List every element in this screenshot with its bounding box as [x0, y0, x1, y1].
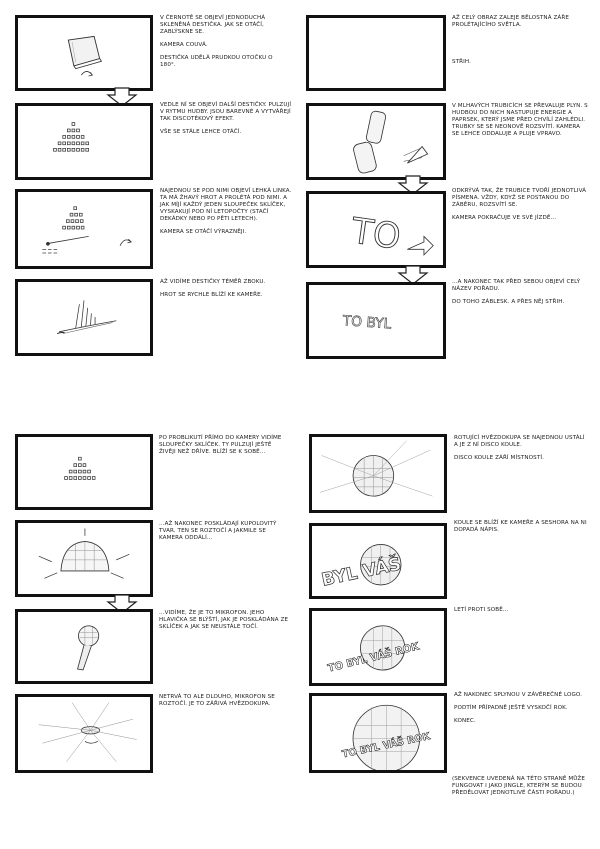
falling-title-text: BYL VÁŠ: [319, 554, 404, 591]
storyboard-frame-10: [15, 520, 153, 597]
star-cluster-sketch: [18, 697, 150, 770]
final-logo-text: TO BYL VÁŠ ROK: [341, 731, 432, 761]
frame-12-line-1: NETRVÁ TO ALE DLOUHO, MIKROFON SE ROZTOČÍ. JE TO ZÁŘIVÁ HVĚZDOKUPA.: [159, 694, 275, 708]
title-flying-sketch: [312, 611, 444, 683]
frame-15-line-1: LETÍ PROTI SOBĚ...: [454, 607, 509, 613]
frame-1-description: [160, 15, 290, 76]
frame-16-line-1: AŽ NAKONEC SPLYNOU V ZÁVĚREČNÉ LOGO.: [454, 692, 583, 698]
storyboard-frame-6: [306, 103, 446, 180]
storyboard-frame-5: [306, 15, 446, 91]
storyboard-frame-7: [306, 191, 446, 268]
frame-16-line-3: KONEC.: [454, 718, 476, 725]
storyboard-frame-8: [306, 282, 446, 359]
frame-11-line-1: ...VIDÍME, ŽE JE TO MIKROFON. JEHO HLAVIČKA SE BLÝŠTÍ, JAK JE POSKLÁDÁNA ZE SKLÍČEK A JAK SE NEUSTÁLE TOČÍ.: [159, 610, 289, 631]
neon-tubes-sketch: [309, 106, 443, 177]
frame-6-line-1: V MLHAVÝCH TRUBICÍCH SE PŘEVALUJE PLYN. S HUDBOU DO NICH NASTUPUJE ENERGIE A PAPRSEK, KTERÝ JSME PŘED CHVÍLÍ ZAHLÉDLI. TRUBKY SE SE NEONOVĚ ROZSVÍTÍ. KAMERA SE LEHCE ODDALUJE A PLUJE VPRAVO.: [452, 103, 588, 138]
flying-title-text: TO BYL VÁŠ ROK: [326, 641, 421, 675]
storyboard-frame-4: [15, 279, 153, 356]
frame-8-line-2: DO TOHO ZÁBLESK. A PŘES NĚJ STŘIH.: [452, 299, 565, 306]
plate-columns-sketch: [18, 437, 150, 507]
storyboard-frame-16: [309, 693, 447, 773]
frame-10-description: [159, 521, 289, 548]
storyboard-frame-13: [309, 434, 447, 513]
pulsing-plates-sketch: [18, 106, 150, 177]
final-logo-sketch: [312, 696, 444, 770]
frame-14-description: [454, 520, 590, 540]
side-view-plates-sketch: [18, 282, 150, 353]
neon-title-sketch: [309, 285, 443, 356]
storyboard-frame-15: [309, 608, 447, 686]
glass-plate-sketch: [18, 18, 150, 88]
frame-4-description: [160, 279, 292, 305]
frame-1-line-1: V ČERNOTĚ SE OBJEVÍ JEDNODUCHÁ SKLENĚNÁ DESTIČKA. JAK SE OTÁČÍ, ZABLÝSKNE SE.: [160, 15, 266, 36]
storyboard-frame-9: [15, 434, 153, 510]
frame-15-description: [454, 607, 590, 620]
frame-4-line-2: HROT SE RYCHLE BLÍŽÍ KE KAMEŘE.: [160, 292, 263, 299]
frame-7-line-1: ODKRÝVÁ TAK, ŽE TRUBICE TVOŘÍ JEDNOTLIVÁ PÍSMENA. VŽDY, KDYŽ SE POSTANOU DO ZÁBĚRU, ROZSVÍTÍ SE.: [452, 188, 587, 209]
frame-2-line-1: VEDLE NÍ SE OBJEVÍ DALŠÍ DESTIČKY. PULZUJÍ V RYTMU HUDBY. JSOU BAREVNÉ A VYTVÁŘEJÍ TAK DISCOTÉKOVÝ EFEKT.: [160, 102, 292, 123]
frame-5-line-1: AŽ CELÝ OBRAZ ZALEJE BĚLOSTNÁ ZÁŘE PROLÉTAJÍCÍHO SVĚTLA.: [452, 15, 569, 29]
frame-3-line-2: KAMERA SE OTÁČÍ VÝRAZNĚJI.: [160, 229, 247, 236]
frame-13-line-2: DISCO KOULE ZÁŘÍ MÍSTNOSTÍ.: [454, 455, 544, 462]
frame-13-description: [454, 435, 590, 468]
neon-letters-text: TO: [348, 210, 404, 258]
frame-4-line-1: AŽ VIDÍME DESTIČKY TÉMĚŘ ZBOKU.: [160, 279, 266, 285]
storyboard-frame-3: [15, 189, 153, 269]
dome-sketch: [18, 523, 150, 594]
storyboard-frame-11: [15, 609, 153, 684]
microphone-sketch: [18, 612, 150, 681]
frame-1-line-3: DESTIČKA UDĚLÁ PRUDKOU OTOČKU O 180°.: [160, 55, 273, 69]
frame-13-line-1: ROTUJÍCÍ HVĚZDOKUPA SE NAJEDNOU USTÁLÍ A JE Z NÍ DISCO KOULE.: [454, 435, 585, 449]
glowing-line-sketch: [18, 192, 150, 266]
sequence-footnote-text: (SEKVENCE UVEDENÁ NA TÉTO STRANĚ MŮŽE FUNGOVAT I JAKO JINGLE, KTERÝM SE BUDOU PŘEDĚLOVAT JEDNOTLIVÉ ČÁSTI POŘADU.): [452, 776, 585, 797]
frame-1-line-2: KAMERA COUVÁ.: [160, 42, 208, 49]
frame-12-description: [159, 694, 289, 714]
storyboard-frame-14: [309, 523, 447, 599]
neon-title-text: TO BYL: [342, 313, 392, 333]
frame-7-line-2: KAMERA POKRAČUJE VE SVÉ JÍZDĚ...: [452, 215, 557, 222]
storyboard-frame-2: [15, 103, 153, 180]
storyboard-frame-12: [15, 694, 153, 773]
frame-11-description: [159, 610, 289, 637]
frame-8-line-1: ...A NAKONEC TAK PŘED SEBOU OBJEVÍ CELÝ NÁZEV POŘADU.: [452, 279, 581, 293]
frame-10-line-1: ...AŽ NAKONEC POSKLÁDAJÍ KUPOLOVITÝ TVAR. TEN SE ROZTOČÍ A JAKMILE SE KAMERA ODDÁLÍ...: [159, 521, 277, 542]
frame-3-line-1: NAJEDNOU SE POD NIMI OBJEVÍ LEHKÁ LINKA. TA MÁ ŽHAVÝ HROT A PROLÉTÁ POD NIMI. A JAK MÍJÍ KAŽDÝ JEDEN SLOUPEČEK SKLÍČEK, VYSKAKUJÍ POD NÍ LETOPOČTY (STAČÍ DEKÁDKY NEBO PO PĚTI LETECH).: [160, 188, 292, 223]
frame-3-description: [160, 188, 294, 243]
frame-2-description: [160, 102, 292, 142]
storyboard-frame-1: [15, 15, 153, 91]
frame-5-description: [452, 15, 587, 72]
disco-ball-sketch: [312, 437, 444, 510]
neon-letters-to-sketch: [309, 194, 443, 265]
frame-2-line-2: VŠE SE STÁLE LEHCE OTÁČÍ.: [160, 129, 242, 136]
frame-9-description: [159, 435, 289, 462]
frame-6-description: [452, 103, 589, 144]
frame-14-line-1: KOULE SE BLÍŽÍ KE KAMEŘE A SESHORA NA NI DOPADÁ NÁPIS.: [454, 520, 587, 534]
frame-9-line-1: PO PROBLIKUTÍ PŘÍMO DO KAMERY VIDÍME SLOUPEČKY SKLÍČEK. TY PULZUJÍ JEŠTĚ ŽIVĚJI NEŽ DŘÍVE. BLÍŽÍ SE K SOBĚ...: [159, 435, 282, 456]
frame-8-description: [452, 279, 589, 312]
ball-with-title-sketch: [312, 526, 444, 596]
frame-16-line-2: PODTÍM PŘÍPADNĚ JEŠTĚ VYSKOČÍ ROK.: [454, 705, 568, 712]
frame-16-description: [454, 692, 590, 731]
frame-5-line-2: STŘIH.: [452, 59, 471, 66]
frame-7-description: [452, 188, 589, 228]
sequence-footnote: [452, 776, 590, 803]
